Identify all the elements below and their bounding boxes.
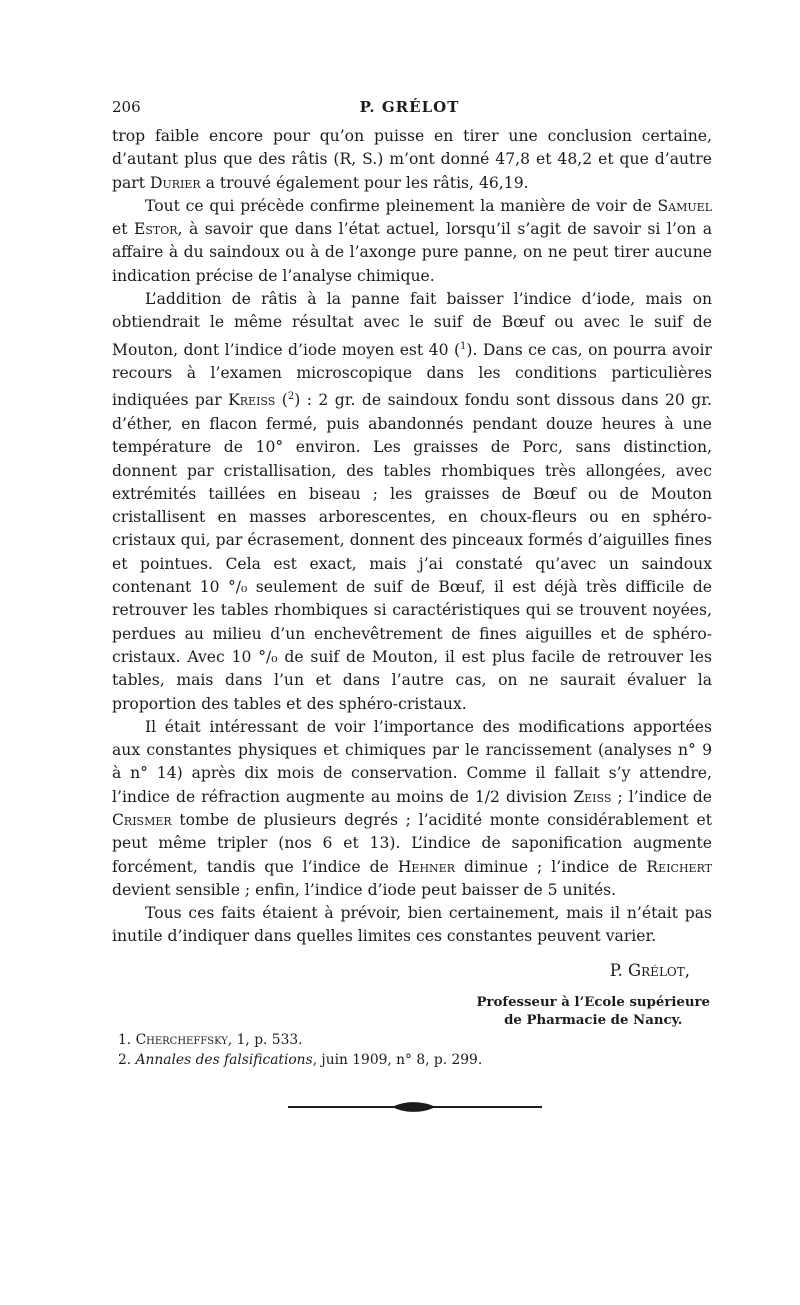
- footnote-author: Chercheffsky: [135, 1032, 228, 1048]
- text-run: L’addition de râtis à la panne fait baisser l’indice d’iode, mais on obtiendrait le même résultat avec le suif de Bœuf ou avec le suif de Mouton, dont l’indice d’iode moyen est 40 (: [112, 290, 712, 359]
- body-text: [112, 125, 712, 949]
- text-run: Tout ce qui précède confirme pleinement la manière de voir de: [145, 196, 658, 215]
- footnote-text: , juin 1909, n° 8, p. 299.: [312, 1052, 483, 1068]
- text-run: ). Dans ce cas, on pourra avoir recours à l’examen microscopique dans les conditions particulières indiquées par: [112, 340, 712, 410]
- text-run: trop faible encore pour qu’on puisse en tirer une conclusion certaine, d’autant plus que des râtis (R, S.) m’ont donné 47,8 et 48,2 et que d’autre part: [112, 127, 712, 192]
- affiliation-line: Professeur à l’Ecole supérieure: [476, 995, 710, 1010]
- author-name: Crismer: [112, 810, 172, 829]
- text-run: devient sensible ; enfin, l’indice d’iode peut baisser de 5 unités.: [112, 880, 617, 899]
- footnote-journal-title: Annales des falsifications: [135, 1052, 313, 1068]
- running-head: P. GRÉLOT: [359, 98, 460, 116]
- signature-block: [112, 961, 710, 1028]
- author-name: Samuel: [657, 196, 712, 215]
- paragraph: [112, 716, 712, 902]
- paragraph: [112, 288, 712, 716]
- author-signature: P. Grélot,: [609, 961, 690, 980]
- footnote-number: 2.: [118, 1052, 132, 1068]
- text-run: Il était intéressant de voir l’importance des modifications apportées aux constantes physiques et chimiques par le rancissement (analyses n° 9 à n° 14) après dix mois de conservation. Comme il fallait s’y attendre, l’indice de réfraction augmente au moins de 1/2 division: [112, 717, 712, 806]
- page-header: [112, 98, 707, 122]
- text-run: ; l’indice de: [611, 787, 712, 806]
- text-run: et: [112, 220, 134, 239]
- text-run: , à savoir que dans l’état actuel, lorsqu’il s’agit de savoir si l’on a affaire à du saindoux ou à de l’axonge pure panne, on ne peut tirer aucune indication précise de l’analyse chimique.: [112, 220, 712, 285]
- footnotes: [118, 1030, 638, 1070]
- paragraph: [112, 125, 712, 195]
- footnote-1: [118, 1030, 638, 1050]
- text-run: a trouvé également pour les râtis, 46,19.: [200, 173, 529, 192]
- author-name: Zeiss: [573, 787, 612, 806]
- text-run: Tous ces faits étaient à prévoir, bien certainement, mais il n’était pas inutile d’indiquer dans quelles limites ces constantes peuvent varier.: [112, 904, 712, 946]
- author-name: Estor: [133, 220, 178, 239]
- footnote-text: , 1, p. 533.: [227, 1032, 303, 1048]
- footnote-ref: 2: [287, 391, 295, 403]
- affiliation-line: de Pharmacie de Nancy.: [504, 1013, 683, 1028]
- paragraph: [112, 195, 712, 288]
- footnote-2: [118, 1050, 638, 1070]
- text-run: (: [275, 391, 288, 410]
- author-name: Durier: [149, 173, 201, 192]
- footnote-ref: 1: [460, 340, 467, 352]
- text-run: ) : 2 gr. de saindoux fondu sont dissous dans 20 gr. d’éther, en flacon fermé, puis abandonnés pendant douze heures à une température de 10° environ. Les graisses de Porc, sans distinction, donnent par cristallisation, des tables rhombiques très allongées, avec extrémités taillées en biseau ; les graisses de Bœuf ou de Mouton cristallisent en masses arborescentes, en choux-fleurs ou en sphéro-cristaux qui, par écrasement, donnent des pinceaux formés d’aiguilles fines et pointues. Cela est exact, mais j’ai constaté qu’avec un saindoux contenant 10 °/₀ seulement de suif de Bœuf, il est déjà très difficile de retrouver les tables rhombiques si caractéristiques qui se trouvent noyées, perdues au milieu d’un enchevêtrement de fines aiguilles et de sphéro-cristaux. Avec 10 °/₀ de suif de Mouton, il est plus facile de retrouver les tables, mais dans l’un et dans l’autre cas, on ne saurait évaluer la proportion des tables et des sphéro-cristaux.: [112, 391, 712, 713]
- footnote-number: 1.: [118, 1032, 132, 1048]
- text-run: tombe de plusieurs degrés ; l’acidité monte considérablement et peut même tripler (nos 6 et 13). L’indice de saponification augmente forcément, tandis que l’indice de: [112, 810, 712, 876]
- page-number: 206: [112, 98, 141, 116]
- end-ornament-icon: [288, 1095, 542, 1119]
- author-affiliation: [476, 994, 710, 1030]
- author-name: Reichert: [646, 857, 713, 876]
- paragraph: [112, 902, 712, 949]
- author-name: Hehner: [397, 857, 455, 876]
- author-name: Kreiss: [228, 391, 276, 410]
- text-run: diminue ; l’indice de: [454, 857, 647, 876]
